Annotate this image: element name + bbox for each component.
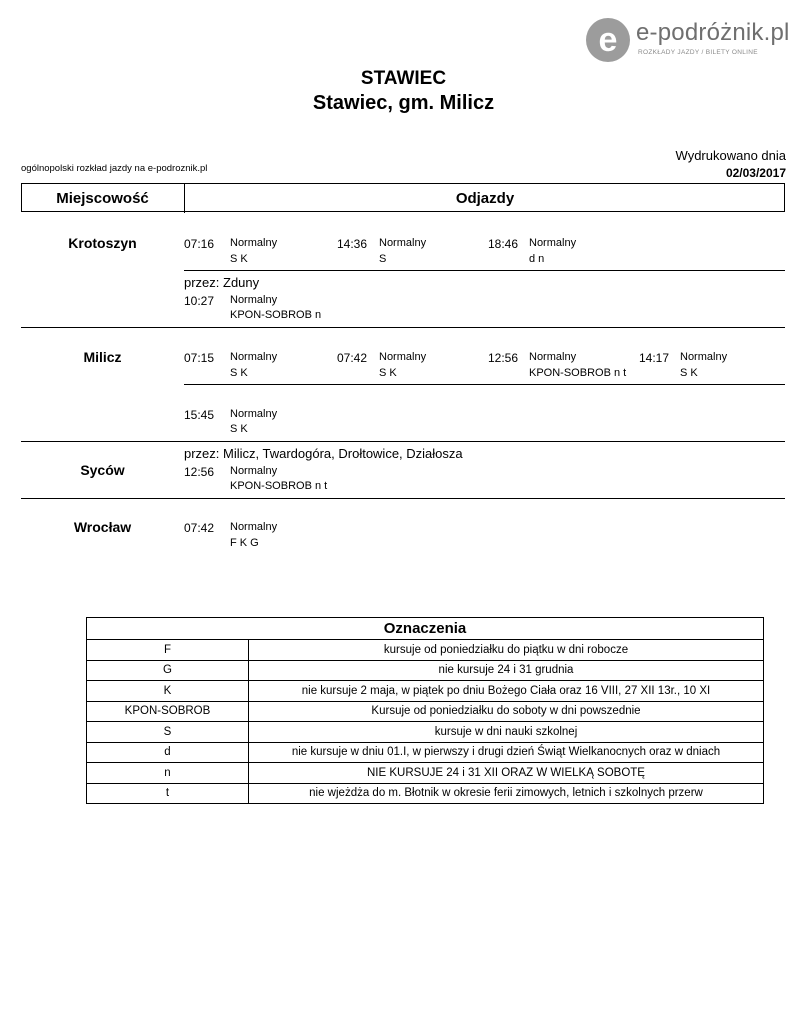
printed-date: 02/03/2017 [725,166,786,180]
legend-description: Kursuje od poniedziałku do soboty w dni powszednie [249,701,764,722]
destination-city: Syców [80,462,125,478]
departure-marks: S K [379,367,397,379]
departure-time: 12:56 [488,351,519,365]
stop-title: STAWIEC [360,68,447,89]
source-note: ogólnopolski rozkład jazdy na e-podroznik.pl [21,163,208,174]
legend-code: G [87,660,249,681]
legend-description: kursuje od poniedziałku do piątku w dni robocze [249,640,764,661]
legend-table [86,617,764,804]
legend-code: t [87,783,249,804]
route-via: przez: Milicz, Twardogóra, Drołtowice, Działosza [184,446,463,461]
departure-time: 14:17 [639,351,670,365]
group-separator [184,384,785,385]
legend-row [87,742,764,763]
departure-marks: S K [680,367,698,379]
legend-row [87,783,764,804]
departure-marks: KPON-SOBROB n t [230,480,328,492]
departure-type: Normalny [529,237,577,249]
departure-time: 10:27 [184,294,215,308]
stop-subtitle: Stawiec, gm. Milicz [312,92,495,114]
legend-row [87,722,764,743]
departure-time: 14:36 [337,237,368,251]
departure-marks: KPON-SOBROB n t [529,367,627,379]
legend-code: n [87,763,249,784]
legend-code: d [87,742,249,763]
logo-name: e-podróżnik.pl [636,19,790,46]
legend-row [87,701,764,722]
departure-marks: KPON-SOBROB n [230,309,322,321]
departure-type: Normalny [230,237,278,249]
legend-description: nie kursuje 2 maja, w piątek po dniu Bożego Ciała oraz 16 VIII, 27 XII 13r., 10 XI [249,681,764,702]
departure-type: Normalny [230,465,278,477]
destination-city: Wrocław [73,519,132,535]
legend-code: KPON-SOBROB [87,701,249,722]
departure-time: 07:42 [184,521,215,535]
departure-type: Normalny [230,521,278,533]
legend-description: kursuje w dni nauki szkolnej [249,722,764,743]
printed-label: Wydrukowano dnia [675,148,786,163]
destination-city: Krotoszyn [68,235,137,251]
departure-time: 07:16 [184,237,215,251]
departure-type: Normalny [379,237,427,249]
departure-type: Normalny [379,351,427,363]
departure-marks: d n [529,253,545,265]
legend-row [87,660,764,681]
e-podroznik-logo [586,18,791,64]
departure-marks: S K [230,367,248,379]
departure-type: Normalny [230,351,278,363]
column-header-departures: Odjazdy [455,190,515,207]
logo-tagline: ROZKŁADY JAZDY / BILETY ONLINE [638,49,758,56]
departure-marks: F K G [230,537,259,549]
departure-time: 07:15 [184,351,215,365]
legend-title: Oznaczenia [87,618,764,640]
route-via: przez: Zduny [184,275,260,290]
destination-separator [21,498,785,499]
departure-time: 15:45 [184,408,215,422]
legend-row [87,681,764,702]
departure-type: Normalny [680,351,728,363]
destination-separator [21,441,785,442]
legend-code: K [87,681,249,702]
departure-time: 18:46 [488,237,519,251]
legend-description: nie kursuje 24 i 31 grudnia [249,660,764,681]
departure-marks: S [379,253,387,265]
legend-row [87,763,764,784]
legend-code: S [87,722,249,743]
departure-marks: S K [230,423,248,435]
legend-description: nie kursuje w dniu 01.I, w pierwszy i drugi dzień Świąt Wielkanocnych oraz w dniach [249,742,764,763]
legend-code: F [87,640,249,661]
departure-time: 12:56 [184,465,215,479]
legend-row [87,640,764,661]
legend-description: NIE KURSUJE 24 i 31 XII ORAZ W WIELKĄ SOBOTĘ [249,763,764,784]
departure-marks: S K [230,253,248,265]
logo-mark-icon: e [586,18,630,62]
departure-type: Normalny [230,408,278,420]
group-separator [184,270,785,271]
departure-type: Normalny [230,294,278,306]
departure-time: 07:42 [337,351,368,365]
departure-type: Normalny [529,351,577,363]
destination-separator [21,327,785,328]
column-header-place: Miejscowość [56,190,149,207]
legend-description: nie wjeżdża do m. Błotnik w okresie ferii zimowych, letnich i szkolnych przerw [249,783,764,804]
destination-city: Milicz [83,349,122,365]
